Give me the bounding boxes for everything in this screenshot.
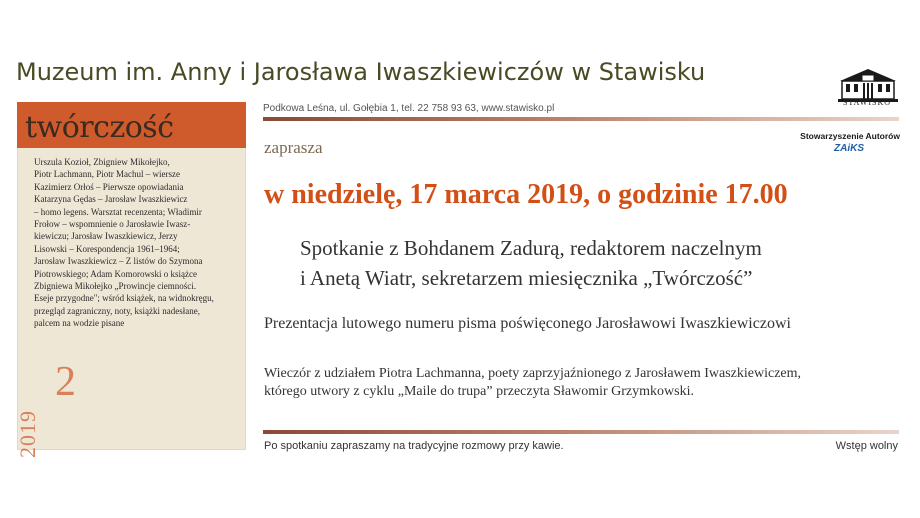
- museum-address: Podkowa Leśna, ul. Gołębia 1, tel. 22 758 93 63, www.stawisko.pl: [263, 103, 555, 114]
- cover-contents-line: – homo legens. Warsztat recenzenta; Władimir: [34, 206, 202, 217]
- meeting-line: Spotkanie z Bohdanem Zadurą, redaktorem naczelnym: [300, 236, 762, 260]
- cover-contents-line: Frołow – wspomnienie o Jarosławie Iwasz-: [34, 219, 191, 230]
- meeting-description: [300, 233, 890, 293]
- cover-contents-line: Eseje przygodne"; wśród książek, na widnokręgu,: [34, 293, 214, 304]
- logo-caption: STAWISKO: [842, 98, 892, 107]
- sponsor-acronym: ZAiKS: [834, 143, 864, 154]
- cover-title: twórczość: [25, 110, 174, 145]
- cover-contents-line: przegląd zagraniczny, noty, książki nadesłane,: [34, 305, 201, 316]
- evening-line: którego utwory z cyklu „Maile do trupa” przeczyta Sławomir Grzymkowski.: [264, 384, 694, 399]
- meeting-line: i Anetą Wiatr, sekretarzem miesięcznika „Twórczość”: [300, 266, 753, 290]
- cover-contents-line: Piotrowskiego; Adam Komorowski o książce: [34, 268, 197, 279]
- cover-contents-line: Lisowski – Korespondencja 1961–1964;: [34, 243, 180, 254]
- entry-info: Wstęp wolny: [835, 440, 898, 452]
- magazine-cover: [15, 102, 246, 458]
- event-date: w niedzielę, 17 marca 2019, o godzinie 17.00: [264, 179, 788, 210]
- cover-contents: [34, 156, 242, 330]
- cover-contents-line: Jarosław Iwaszkiewicz – Z listów do Szymona: [34, 256, 203, 267]
- cover-year: 2019: [15, 410, 40, 458]
- cover-issue-number: 2: [55, 359, 76, 405]
- footer-note: Po spotkaniu zapraszamy na tradycyjne rozmowy przy kawie.: [264, 440, 564, 452]
- cover-contents-line: Katarzyna Gędas – Jarosław Iwaszkiewicz: [34, 194, 188, 205]
- cover-contents-line: Kazimierz Orłoś – Pierwsze opowiadania: [34, 181, 184, 192]
- cover-contents-line: Zbigniewa Mikołejko „Prowincje ciemności.: [34, 281, 196, 292]
- evening-description: [264, 365, 904, 401]
- museum-title: Muzeum im. Anny i Jarosława Iwaszkiewiczów w Stawisku: [16, 58, 706, 86]
- evening-line: Wieczór z udziałem Piotra Lachmanna, poety zaprzyjaźnionego z Jarosławem Iwaszkiewiczem,: [264, 366, 802, 381]
- cover-contents-line: palcem na wodzie pisane: [34, 318, 125, 329]
- cover-contents-line: kiewiczu; Jarosław Iwaszkiewicz, Jerzy: [34, 231, 178, 242]
- cover-contents-line: Urszula Kozioł, Zbigniew Mikołejko,: [34, 157, 170, 167]
- invites-text: zaprasza: [264, 138, 323, 157]
- sponsor-logo: [780, 131, 900, 154]
- divider-bottom: [263, 430, 899, 434]
- divider-top: [263, 117, 899, 121]
- sponsor-name: Stowarzyszenie Autorów: [800, 131, 900, 141]
- presentation-text: Prezentacja lutowego numeru pisma poświęconego Jarosławowi Iwaszkiewiczowi: [264, 315, 791, 332]
- cover-contents-line: Piotr Lachmann, Piotr Machul – wiersze: [34, 169, 180, 180]
